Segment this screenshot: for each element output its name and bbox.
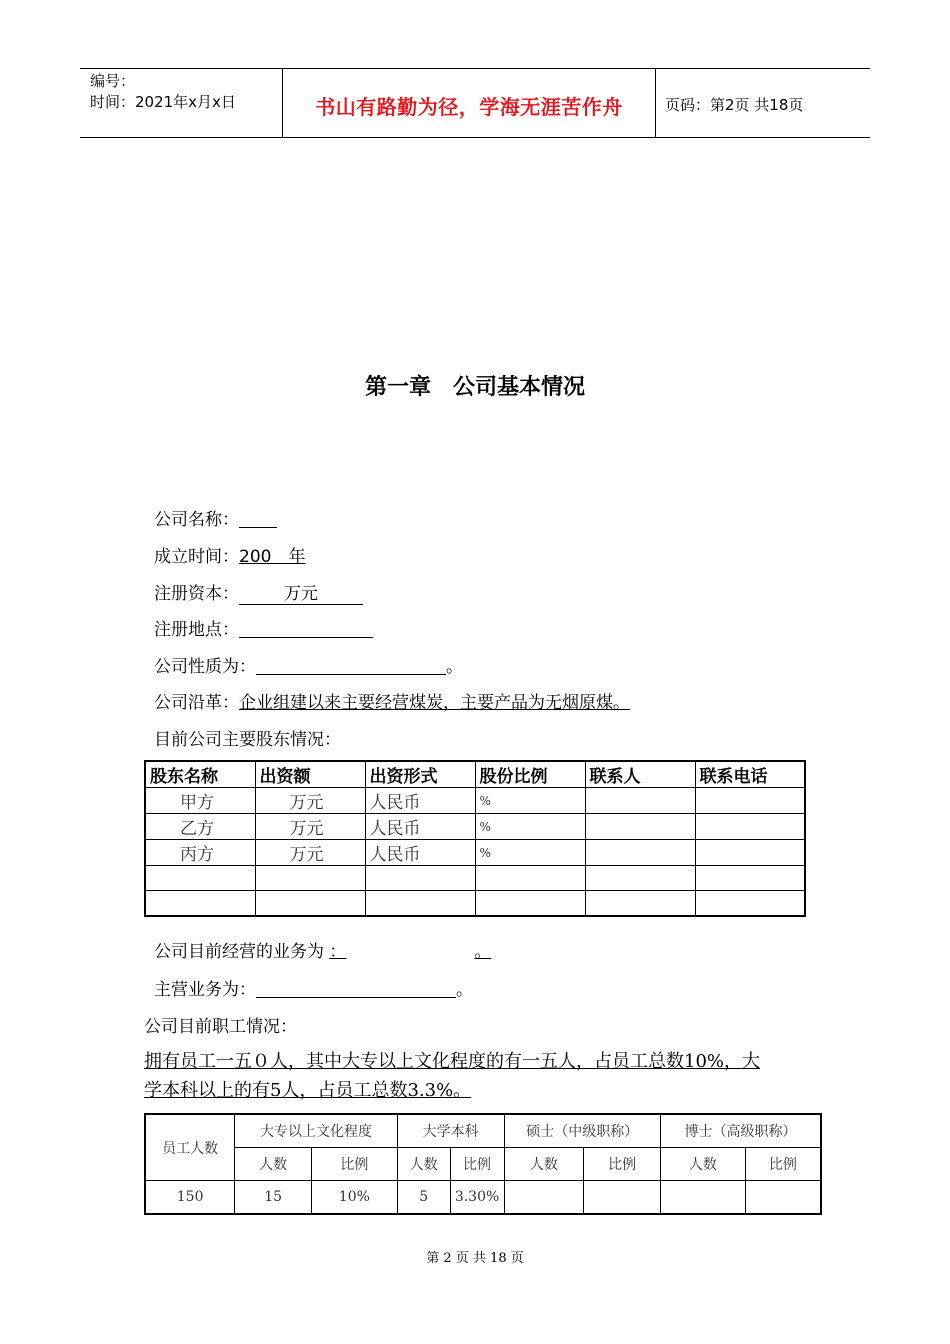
established-label: 成立时间：: [154, 547, 239, 567]
company-name-label: 公司名称：: [154, 510, 239, 530]
business-field: [154, 937, 501, 962]
nature-label: 公司性质为：: [154, 657, 256, 677]
shareholders-label: 目前公司主要股东情况：: [154, 730, 341, 750]
table-cell: 人民币: [365, 840, 475, 866]
table-header-cell: 员工人数: [145, 1114, 235, 1181]
table-cell: 10%: [311, 1181, 397, 1215]
table-header-cell: 股份比例: [475, 761, 585, 788]
capital-value: 万元: [239, 579, 363, 605]
staff-label: 公司目前职工情况：: [144, 1017, 297, 1037]
table-row: [145, 840, 805, 866]
business-end: 。: [474, 942, 492, 962]
header-meta: [90, 71, 236, 113]
table-cell: 15: [235, 1181, 312, 1215]
company-name-blank: [239, 510, 277, 528]
table-cell: %: [475, 840, 585, 866]
business-colon: ：: [329, 942, 347, 962]
table-cell: [585, 891, 695, 917]
table-cell: [695, 840, 805, 866]
table-header-cell: 人数: [660, 1148, 745, 1181]
table-header-cell: 人数: [397, 1148, 450, 1181]
company-name-field: [154, 505, 277, 530]
main-business-label: 主营业务为：: [154, 980, 256, 1000]
staff-table: [144, 1113, 822, 1215]
table-cell: [585, 866, 695, 891]
table-row: [145, 1181, 821, 1215]
table-header-cell: 大学本科: [397, 1114, 504, 1148]
table-cell: [695, 891, 805, 917]
table-cell: %: [475, 788, 585, 814]
main-business-blank: [256, 980, 456, 998]
business-label: 公司目前经营的业务为: [154, 942, 324, 962]
header-number-label: 编号：: [90, 72, 136, 90]
table-row: [145, 788, 805, 814]
table-cell: [365, 866, 475, 891]
table-cell: [695, 814, 805, 840]
nature-end: 。: [446, 657, 463, 677]
table-cell: 5: [397, 1181, 450, 1215]
table-header-cell: 出资形式: [365, 761, 475, 788]
page-footer: 第 2 页 共 18 页: [426, 1251, 524, 1266]
established-field: [154, 542, 305, 567]
established-value: 200 年: [239, 547, 306, 567]
header-motto: 书山有路勤为径，学海无涯苦作舟: [315, 95, 623, 119]
table-header-cell: 大专以上文化程度: [235, 1114, 398, 1148]
table-cell: 150: [145, 1181, 235, 1215]
address-field: [154, 615, 373, 640]
table-cell: 人民币: [365, 814, 475, 840]
table-cell: 甲方: [145, 788, 255, 814]
main-business-end: 。: [456, 980, 473, 1000]
table-header-cell: 股东名称: [145, 761, 255, 788]
nature-blank: [256, 657, 446, 675]
table-cell: 万元: [255, 814, 365, 840]
shareholders-table: [144, 760, 806, 917]
table-header-cell: 人数: [235, 1148, 312, 1181]
capital-label: 注册资本：: [154, 584, 239, 604]
table-cell: 乙方: [145, 814, 255, 840]
header-time-label: 时间：2021年x月x日: [90, 93, 236, 111]
table-cell: [475, 866, 585, 891]
table-cell: 人民币: [365, 788, 475, 814]
table-cell: [255, 891, 365, 917]
address-blank: [239, 620, 373, 638]
header-divider: [655, 69, 656, 137]
table-header-cell: 人数: [504, 1148, 584, 1181]
table-cell: 万元: [255, 840, 365, 866]
table-cell: [585, 788, 695, 814]
table-cell: [365, 891, 475, 917]
staff-line-2: 学本科以上的有5人，占员工总数3.3%。: [144, 1080, 472, 1101]
table-header-cell: 比例: [311, 1148, 397, 1181]
table-header-cell: 联系人: [585, 761, 695, 788]
capital-field: [154, 579, 363, 605]
history-label: 公司沿革：: [154, 693, 239, 713]
staff-line-1: 拥有员工一五０人，其中大专以上文化程度的有一五人，占员工总数10%，大: [144, 1051, 761, 1072]
table-header-cell: 比例: [745, 1148, 821, 1181]
table-row: [145, 866, 805, 891]
table-header-cell: 比例: [450, 1148, 504, 1181]
table-row: [145, 814, 805, 840]
table-cell: [255, 866, 365, 891]
table-row: [145, 1148, 821, 1181]
chapter-title: 第一章 公司基本情况: [364, 375, 585, 400]
table-cell: %: [475, 814, 585, 840]
table-cell: [745, 1181, 821, 1215]
header-page-code: 页码：第2页 共18页: [665, 96, 804, 114]
table-cell: 3.30%: [450, 1181, 504, 1215]
history-value: 企业组建以来主要经营煤炭，主要产品为无烟原煤。: [239, 693, 630, 713]
table-cell: [585, 840, 695, 866]
table-cell: [585, 814, 695, 840]
table-cell: [145, 866, 255, 891]
table-header-cell: 出资额: [255, 761, 365, 788]
table-header-row: [145, 761, 805, 788]
table-cell: 万元: [255, 788, 365, 814]
table-cell: [504, 1181, 584, 1215]
address-label: 注册地点：: [154, 620, 239, 640]
table-cell: [660, 1181, 745, 1215]
table-cell: 丙方: [145, 840, 255, 866]
main-business-field: [154, 975, 473, 1000]
table-cell: [475, 891, 585, 917]
table-cell: [584, 1181, 661, 1215]
table-row: [145, 891, 805, 917]
table-header-cell: 联系电话: [695, 761, 805, 788]
table-header-cell: 博士（高级职称）: [660, 1114, 821, 1148]
nature-field: [154, 652, 463, 677]
table-row: [145, 1114, 821, 1148]
page-header: [80, 68, 870, 138]
business-blank: [329, 942, 501, 962]
table-header-cell: 比例: [584, 1148, 661, 1181]
table-header-cell: 硕士（中级职称）: [504, 1114, 660, 1148]
history-field: [154, 688, 630, 713]
table-cell: [695, 788, 805, 814]
table-cell: [145, 891, 255, 917]
table-cell: [695, 866, 805, 891]
